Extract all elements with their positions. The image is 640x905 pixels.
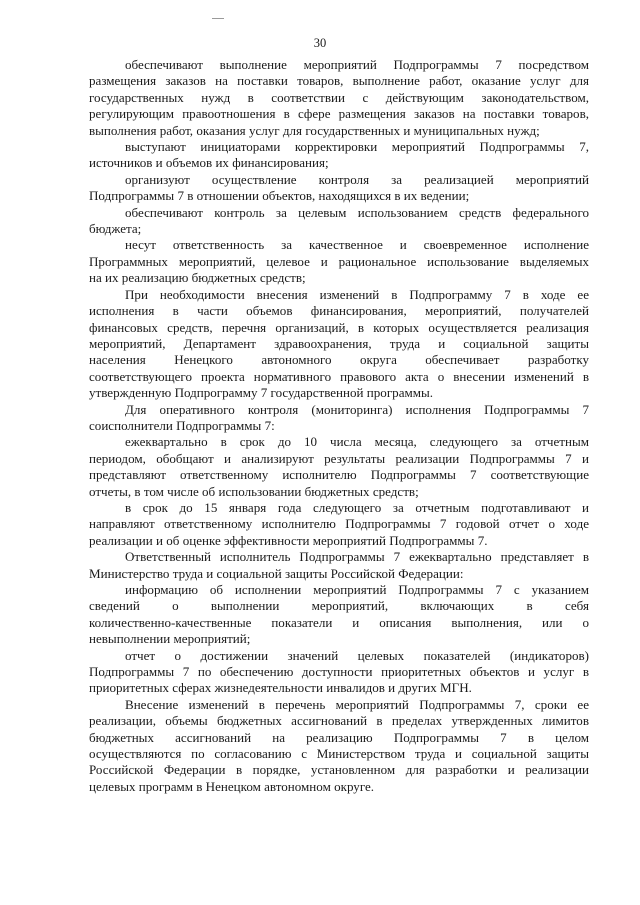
text-line: Внесение изменений в перечень мероприятий Подпрограммы 7, сроки ее — [125, 696, 589, 712]
text-line: организуют осуществление контроля за реализацией мероприятий — [125, 171, 589, 187]
text-line: размещения заказов на поставки товаров, выполнение работ, оказание услуг для — [89, 73, 589, 89]
text-line: Российской Федерации в порядке, установленном для разработки и реализации — [89, 762, 589, 778]
text-line: представляют ответственному исполнителю Подпрограммы 7 соответствующие — [89, 467, 589, 483]
text-line: ежеквартально в срок до 10 числа месяца, следующего за отчетным — [125, 434, 589, 450]
paragraph — [89, 648, 589, 697]
text-line: бюджетных ассигнований на реализацию Подпрограммы 7 в целом — [89, 729, 589, 745]
text-line: информацию об исполнении мероприятий Подпрограммы 7 с указанием — [125, 582, 589, 597]
text-line: приоритетных сферах жизнедеятельности инвалидов и других МГН. — [89, 680, 472, 696]
text-line: обеспечивают выполнение мероприятий Подпрограммы 7 посредством — [125, 57, 589, 72]
text-line: выступают инициаторами корректировки мероприятий Подпрограммы 7, — [125, 139, 589, 155]
text-line: утвержденную Подпрограмму 7 государственной программы. — [89, 385, 434, 401]
scan-mark — [212, 18, 224, 19]
text-line: Ответственный исполнитель Подпрограммы 7 ежеквартально представляет в — [125, 549, 589, 565]
page-number: 30 — [313, 36, 327, 50]
text-line: в срок до 15 января года следующего за отчетным подготавливают и — [125, 499, 589, 515]
paragraph — [89, 57, 589, 139]
text-line: периодом, обобщают и анализируют результаты реализации Подпрограммы 7 и — [89, 450, 589, 466]
text-line: мероприятий, Департамент здравоохранения, труда и социальной защиты — [89, 335, 589, 351]
text-line: Программных мероприятий, целевое и рациональное использование выделяемых — [89, 253, 589, 269]
text-line: несут ответственность за качественное и своевременное исполнение — [125, 237, 589, 253]
paragraph — [89, 582, 589, 648]
text-line: регулирующим правоотношения в сфере размещения заказов на поставки товаров, — [89, 106, 589, 122]
text-line: сведений о выполнении мероприятий, включающих в себя — [89, 598, 589, 614]
text-line: Для оперативного контроля (мониторинга) исполнения Подпрограммы 7 — [125, 401, 589, 417]
text-line: реализации и об оценке эффективности мероприятий Подпрограммы 7. — [89, 532, 488, 548]
text-line: отчеты, в том числе об использовании бюджетных средств; — [89, 483, 419, 499]
text-line: Подпрограммы 7 в отношении объектов, находящихся в их ведении; — [89, 188, 470, 204]
text-line: соисполнители Подпрограммы 7: — [89, 417, 275, 433]
paragraph — [89, 402, 589, 435]
paragraph — [89, 500, 589, 549]
paragraph — [89, 434, 589, 500]
text-line: количественно-качественные показатели и описания выполнения, или о — [89, 614, 589, 630]
document-body — [89, 57, 589, 795]
text-line: источников и объемов их финансирования; — [89, 155, 329, 171]
paragraph — [89, 172, 589, 205]
text-line: реализации, объемы бюджетных ассигнований в пределах утвержденных лимитов — [89, 713, 589, 729]
text-line: финансовых средств, перечня организаций, в которых осуществляется реализация — [89, 319, 589, 335]
text-line: исполнения в части объемов финансирования, мероприятий, получателей — [89, 303, 589, 319]
text-line: населения Ненецкого автономного округа обеспечивает разработку — [89, 352, 589, 368]
text-line: государственных нужд в соответствии с действующим законодательством, — [89, 89, 589, 105]
paragraph — [89, 237, 589, 286]
text-line: целевых программ в Ненецком автономном округе. — [89, 778, 375, 794]
text-line: невыполнении мероприятий; — [89, 631, 251, 647]
text-line: При необходимости внесения изменений в Подпрограмму 7 в ходе ее — [125, 286, 589, 302]
text-line: направляют ответственному исполнителю Подпрограммы 7 годовой отчет о ходе — [89, 516, 589, 532]
paragraph — [89, 697, 589, 795]
text-line: на их реализацию бюджетных средств; — [89, 270, 306, 286]
text-line: Министерство труда и социальной защиты Российской Федерации: — [89, 565, 464, 581]
text-line: выполнения работ, оказания услуг для государственных и муниципальных нужд; — [89, 122, 540, 138]
text-line: соответствующего проекта нормативного правового акта о внесении изменений в — [89, 368, 589, 384]
text-line: бюджета; — [89, 221, 142, 237]
text-line: отчет о достижении значений целевых показателей (индикаторов) — [125, 647, 589, 663]
paragraph — [89, 205, 589, 238]
text-line: Подпрограммы 7 по обеспечению доступности приоритетных объектов и услуг в — [89, 664, 589, 680]
paragraph — [89, 287, 589, 402]
text-line: обеспечивают контроль за целевым использованием средств федерального — [125, 204, 589, 220]
text-line: осуществляются по согласованию с Министерством труда и социальной защиты — [89, 746, 589, 762]
paragraph — [89, 139, 589, 172]
paragraph — [89, 549, 589, 582]
